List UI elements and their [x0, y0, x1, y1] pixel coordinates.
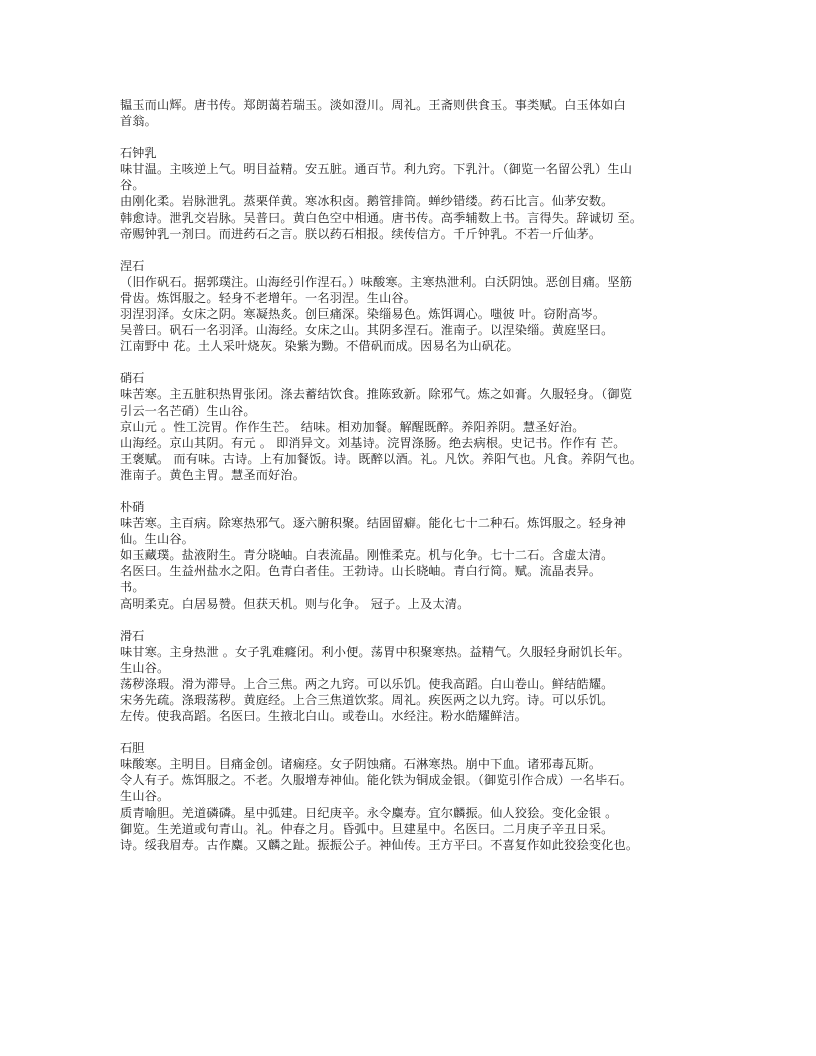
section-hua-shi: [120, 628, 700, 725]
text-line: 淮南子。黄色主胃。慧圣而好治。: [120, 467, 306, 482]
text-line: 生山谷。: [120, 789, 170, 804]
text-line: 帝赐钟乳一剂曰。而进药石之言。朕以药石相报。续传信方。千斤钟乳。不若一斤仙茅。: [120, 226, 602, 241]
text-line: 王褒赋。 而有味。古诗。上有加餐饭。诗。既醉以酒。礼。凡饮。养阳气也。凡食。养阴气也。: [120, 451, 643, 466]
section-shi-dan: [120, 740, 700, 853]
section-nie-shi: [120, 258, 700, 355]
text-line: 质青喻胆。羌道磷磷。星中弧建。日纪庚辛。永令麋寿。宜尔麟振。仙人狡狯。变化金银 。: [120, 805, 618, 820]
text-line: 吴普曰。矾石一名羽泽。山海经。女床之山。其阴多涅石。淮南子。以涅染缁。黄庭坚曰。: [120, 323, 614, 338]
section-xiao-shi: [120, 370, 700, 483]
text-line: 谷。: [120, 178, 145, 193]
intro-paragraph: [120, 97, 700, 129]
text-line: 荡秽涤瑕。滑为滞导。上合三焦。两之九窍。可以乐饥。使我高蹈。白山卷山。鲜结皓耀。: [120, 676, 614, 691]
text-line: 高明柔克。白居易赞。但获天机。则与化争。 冠子。上及太清。: [120, 596, 470, 611]
text-line: 味甘寒。主身热泄 。女子乳难癃闭。利小便。荡胃中积聚寒热。益精气。久服轻身耐饥长年。: [120, 644, 630, 659]
text-line: 宋务先疏。涤瑕荡秽。黄庭经。上合三焦道饮浆。周礼。疾医两之以九窍。诗。可以乐饥。: [120, 693, 614, 707]
text-line: 令人有子。炼饵服之。不老。久服增寿神仙。能化铁为铜成金银。（御览引作合成）一名毕石。: [120, 773, 633, 788]
text-line: 山海经。京山其阴。有元 。 即消异文。刘基诗。浣胃涤肠。绝去病根。史记书。作作有 芒。: [120, 435, 626, 450]
text-line: 首翁。: [120, 114, 158, 129]
text-line: 骨齿。炼饵服之。轻身不老增年。一名羽涅。生山谷。: [120, 290, 417, 305]
section-title: 涅石: [120, 258, 145, 273]
text-line: 左传。使我高蹈。名医曰。生掖北白山。或卷山。水经注。粉水皓耀鲜洁。: [120, 709, 528, 724]
text-line: 味苦寒。主五脏积热胃张闭。涤去蓄结饮食。推陈致新。除邪气。炼之如膏。久服轻身。（御览: [120, 387, 633, 402]
text-line: 京山元 。性工浣胃。作作生芒。 结味。相劝加餐。解醒既醉。养阳养阴。慧圣好治。: [120, 419, 585, 434]
text-line: 味甘温。主咳逆上气。明目益精。安五脏。通百节。利九窍。下乳汁。（御览一名留公乳）生山: [120, 162, 633, 177]
section-pu-xiao: [120, 499, 700, 612]
section-title: 朴硝: [120, 499, 145, 514]
text-line: 韫玉而山辉。唐书传。郑朗蔼若瑞玉。淡如澄川。周礼。王斋则供食玉。事类赋。白玉体如白: [120, 98, 626, 112]
section-title: 石钟乳: [120, 146, 157, 161]
section-title: 石胆: [120, 741, 145, 756]
text-line: （旧作矾石。据郭璞注。山海经引作涅石。）味酸寒。主寒热泄利。白沃阴蚀。恶创目痛。坚筋: [120, 274, 633, 289]
text-line: 诗。绥我眉寿。古作麋。又麟之趾。振振公子。神仙传。王方平曰。不喜复作如此狡狯变化也。: [120, 837, 639, 852]
text-line: 由刚化柔。岩脉泄乳。蒸栗佯黄。寒冰积卤。鹅管排筒。蝉纱错缕。药石比言。仙茅安数。: [120, 194, 614, 209]
text-line: 韩愈诗。泄乳交岩脉。吴普曰。黄白色空中相通。唐书传。高季辅数上书。言得失。辞诚切 至。: [120, 210, 643, 225]
text-line: 羽涅羽泽。女床之阴。寒凝热炙。创巨痛深。染缁易色。炼饵调心。嗤彼 叶。窃附高岑。: [120, 307, 606, 322]
section-title: 滑石: [120, 628, 145, 643]
text-line: 名医曰。生益州盐水之阳。色青白者佳。王勃诗。山长晓岫。青白行简。赋。流晶表异。: [120, 564, 602, 579]
section-title: 硝石: [120, 371, 145, 386]
text-line: 生山谷。: [120, 660, 170, 675]
text-line: 如玉藏璞。盐液附生。青分晓岫。白表流晶。刚惟柔克。机与化争。七十二石。含虚太清。: [120, 548, 614, 563]
text-line: 味苦寒。主百病。除寒热邪气。逐六腑积聚。结固留癖。能化七十二种石。炼饵服之。轻身神: [120, 516, 626, 531]
text-line: 味酸寒。主明目。目痛金创。诸痫痉。女子阴蚀痛。石淋寒热。崩中下血。诸邪毒瓦斯。: [120, 757, 602, 772]
document-page: [120, 97, 700, 853]
text-line: 仙。生山谷。: [120, 532, 195, 547]
text-line: 御览。生羌道或句青山。礼。仲春之月。昏弧中。旦建星中。名医曰。二月庚子辛丑日采。: [120, 821, 614, 836]
section-shi-zhong-ru: [120, 145, 700, 242]
text-line: 书。: [120, 580, 145, 595]
text-line: 引云一名芒硝）生山谷。: [120, 403, 256, 418]
text-line: 江南野中 花。土人采叶烧灰。染紫为黝。不借矾而成。因易名为山矾花。: [120, 339, 519, 354]
